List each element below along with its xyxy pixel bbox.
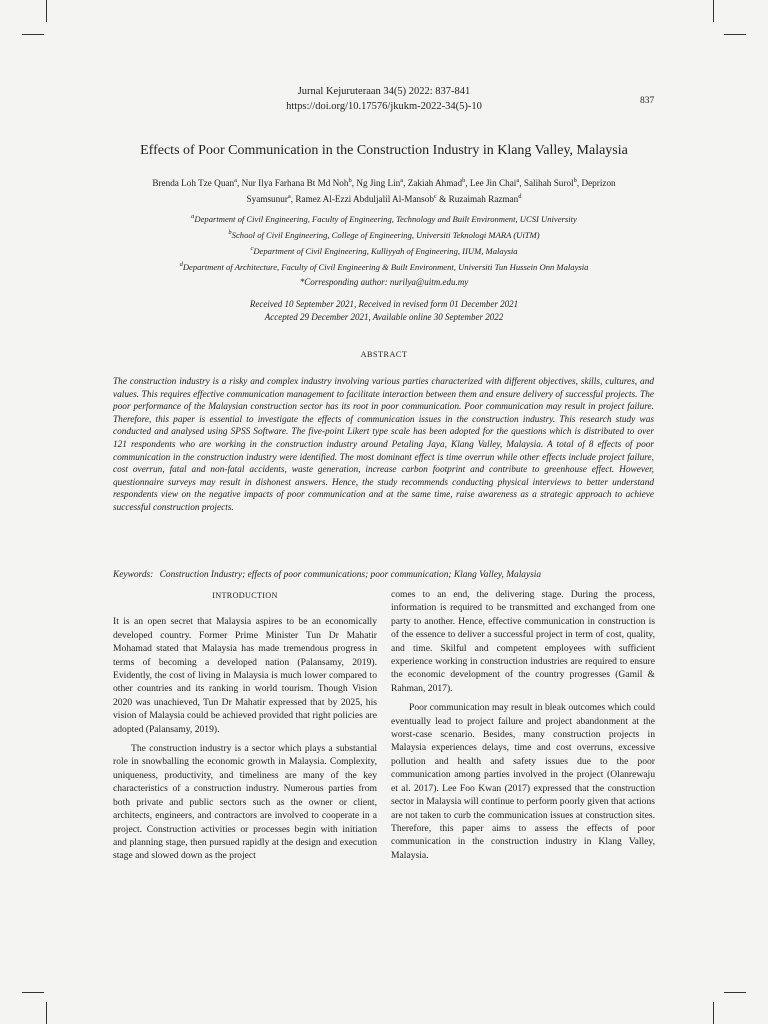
received-dates: Received 10 September 2021, Received in revised form 01 December 2021	[249, 299, 519, 309]
body-paragraph: It is an open secret that Malaysia aspires to be an economically developed country. Former Prime Minister Tun Dr Mahatir Mohamad stated that Malaysia has made tremendous progress in terms of becoming a developed nation (Palansamy, 2019). Evidently, the cost of living in Malaysia is much lower compared to other countries and its ranking in world tourism. Though Vision 2020 was unachieved, Tun Dr Mahatir expressed that by 2025, his vision of Malaysia could be achieved provided that right policies are adopted (Palansamy, 2019).	[113, 616, 377, 735]
crop-mark-bottom-left	[46, 1002, 47, 1024]
crop-mark-top-left-horizontal	[22, 34, 44, 35]
affiliation-mark: d	[179, 260, 183, 268]
body-column-right	[391, 588, 655, 862]
author: Deprizon	[581, 178, 616, 189]
paper-title: Effects of Poor Communication in the Construction Industry in Klang Valley, Malaysia	[140, 143, 628, 158]
affiliation-d	[60, 258, 708, 274]
author-separator: &	[436, 194, 449, 205]
author: Salihah Surol	[523, 178, 574, 189]
affiliation-mark: a	[516, 177, 520, 184]
author-separator: ,	[236, 178, 242, 189]
crop-mark-bottom-right	[713, 1002, 714, 1024]
affiliation-mark: d	[518, 193, 522, 201]
journal-citation: Jurnal Kejuruteraan 34(5) 2022: 837-841	[297, 86, 471, 97]
doi-link[interactable]: https://doi.org/10.17576/jkukm-2022-34(5)-10	[286, 101, 482, 112]
author-separator: ,	[290, 194, 296, 205]
affiliation-mark: a	[400, 177, 404, 184]
affiliation-mark: a	[287, 193, 291, 201]
crop-mark-bottom-left-horizontal	[22, 992, 44, 993]
body-paragraph: comes to an end, the delivering stage. During the process, information is required to be transmitted and exchanged from one party to another. Hence, effective communication in construction is of the essence to deliver a successful project in term of cost, quality, and time. Skilful and competent employees with sufficient experience working in construction industries are required to ensure the economic development of the country progresses (Gamil & Rahman, 2017).	[391, 589, 655, 694]
abstract-text: The construction industry is a risky and complex industry involving various parties characterized with different objectives, skills, cultures, and values. This requires effective communication management to facilitate interaction between them and ensure delivery of successful projects. The poor performance of the Malaysian construction sector has its root in poor communication. Poor communication may result in project failure. Therefore, this paper is essential to investigate the effects of communication issues in the construction industry. This research study was conducted and analysed using SPSS Software. The five-point Likert type scale has been adopted for the questions which is distributed to over 121 respondents who are working in the construction industry around Petaling Jaya, Klang Valley, Malaysia. A total of 8 effects of poor communication in the construction industry were identified. The most dominant effect is time overrun while other effects include project failure, cost overrun, fatal and non-fatal accidents, waste generation, increase carbon footprint and contribute to greenhouse effect. However, questionnaire surveys may result in dishonest answers. Hence, the study recommends conducting physical interviews to better understand respondents view on the negative impacts of poor communication and at the same time, raise awareness as a strategic approach to achieve successful construction projects.	[113, 377, 654, 513]
keywords	[113, 570, 654, 580]
abstract-heading: ABSTRACT	[360, 350, 408, 359]
section-heading-introduction: INTRODUCTION	[212, 591, 278, 600]
crop-mark-top-right-horizontal	[724, 34, 746, 35]
affiliation-b	[60, 226, 708, 242]
affiliation-mark: c	[250, 244, 254, 252]
keywords-text: Construction Industry; effects of poor communications; poor communication; Klang Valley, Malaysia	[159, 570, 542, 580]
author-line-1	[100, 174, 668, 190]
crop-mark-top-left	[46, 0, 47, 22]
author-separator: ,	[465, 178, 470, 189]
body-paragraph: The construction industry is a sector which plays a substantial role in snowballing the economic growth in Malaysia. Complexity, uniqueness, productivity, and timeliness are many of the key characteristics of a construction industry. Numerous parties from both private and public sectors such as the owner or client, architects, engineers, and contractors are involved to cooperate in a project. Construction activities or processes begin with initiation and planning stage, then pursued rapidly at the design and execution stage and slowed down as the project	[113, 743, 377, 862]
affiliation-c	[60, 242, 708, 258]
author: Ramez Al-Ezzi Abduljalil Al-Mansob	[295, 194, 434, 205]
crop-mark-top-right	[713, 0, 714, 22]
affiliation-mark: a	[234, 177, 237, 184]
page-number: 837	[640, 96, 655, 106]
affiliation-text: Department of Civil Engineering, Kulliyyah of Engineering, IIUM, Malaysia	[253, 245, 518, 256]
author-separator: ,	[576, 178, 582, 189]
affiliation-mark: a	[191, 213, 195, 220]
affiliation-text: Department of Civil Engineering, Faculty of Engineering, Technology and Built Environment, UCSI University	[194, 213, 577, 224]
author: Ng Jing Lin	[356, 178, 401, 189]
author-separator: ,	[403, 178, 408, 189]
affiliation-a	[60, 210, 708, 226]
author-separator: ,	[519, 178, 524, 189]
keywords-label: Keywords:	[113, 570, 154, 580]
author: Zakiah Ahmad	[407, 178, 463, 189]
affiliation-text: School of Civil Engineering, College of Engineering, Universiti Teknologi MARA (UiTM)	[231, 229, 540, 240]
affiliation-mark: b	[348, 177, 352, 184]
publication-dates	[0, 298, 768, 324]
affiliation-text: Department of Architecture, Faculty of Civil Engineering & Built Environment, Universiti Tun Hussein Onn Malaysia	[182, 261, 589, 272]
author-separator: ,	[351, 178, 357, 189]
crop-mark-bottom-right-horizontal	[724, 992, 746, 993]
body-column-left	[113, 588, 377, 863]
affiliation-mark: b	[573, 177, 577, 184]
accepted-dates: Accepted 29 December 2021, Available online 30 September 2022	[264, 312, 504, 322]
author: Lee Jin Chai	[469, 178, 517, 189]
author: Nur Ilya Farhana Bt Md Noh	[241, 178, 349, 189]
affiliation-list	[60, 210, 708, 273]
author-list	[100, 174, 668, 206]
author: Brenda Loh Tze Quan	[152, 178, 235, 189]
affiliation-mark: c	[433, 193, 437, 201]
author: Ruzaimah Razman	[448, 194, 519, 205]
body-paragraph: Poor communication may result in bleak outcomes which could eventually lead to project failure and project abandonment at the worst-case scenario. Besides, many construction projects in Malaysia experiences delays, time and cost overruns, excessive pollution and health and safety issues due to the poor communication among parties involved in the project (Olanrewaju et al. 2017). Lee Foo Kwan (2017) expressed that the construction sector in Malaysia will continue to perform poorly given that actions are not taken to curb the communication issues at construction sites. Therefore, this paper aims to assess the effects of poor communication in the construction industry in Klang Valley, Malaysia.	[391, 702, 655, 861]
affiliation-mark: b	[462, 177, 466, 184]
author-line-2	[100, 190, 668, 206]
author: Syamsunur	[246, 194, 288, 205]
corresponding-author: *Corresponding author: nurilya@uitm.edu.my	[299, 277, 469, 287]
affiliation-mark: b	[228, 228, 232, 236]
